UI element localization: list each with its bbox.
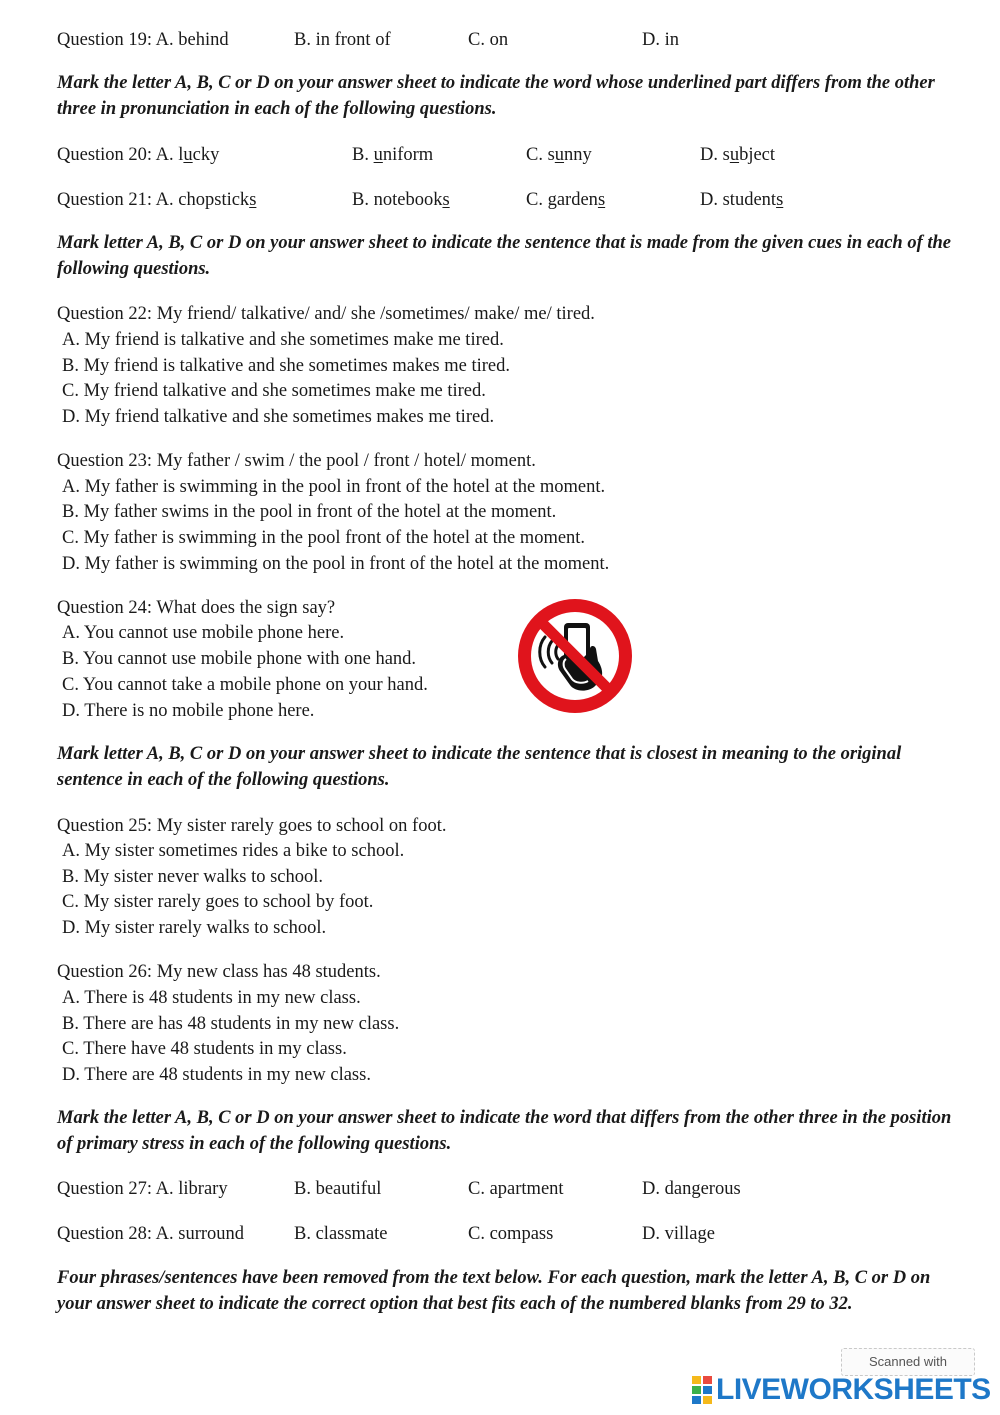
instruction-meaning: Mark letter A, B, C or D on your answer sheet to indicate the sentence that is closest in meaning to the original sentence in each of the following questions.	[57, 744, 902, 790]
q22-option-b: B. My friend is talkative and she sometimes makes me tired.	[62, 356, 511, 376]
instruction-pronunciation: Mark the letter A, B, C or D on your answer sheet to indicate the word whose underlined part differs from the other three in pronunciation in each of the following questions.	[57, 73, 935, 119]
q19-option-a: Question 19: A. behind	[57, 30, 229, 50]
q23-option-d: D. My father is swimming on the pool in front of the hotel at the moment.	[62, 554, 610, 574]
q22-stem: Question 22: My friend/ talkative/ and/ she /sometimes/ make/ me/ tired.	[57, 304, 595, 324]
q19-option-c: C. on	[468, 30, 509, 50]
q19-option-d: D. in	[642, 30, 679, 50]
q28-option-c: C. compass	[468, 1224, 554, 1244]
q21-option-b: B. notebooks	[352, 190, 450, 210]
q27-option-c: C. apartment	[468, 1179, 564, 1199]
q21-option-d: D. students	[700, 190, 784, 210]
q26-option-c: C. There have 48 students in my class.	[62, 1039, 347, 1059]
scanned-with-badge: Scanned with	[841, 1348, 975, 1376]
q20-option-c: C. sunny	[526, 145, 592, 165]
q21-option-c: C. gardens	[526, 190, 606, 210]
q24-stem: Question 24: What does the sign say?	[57, 598, 336, 618]
q25-option-b: B. My sister never walks to school.	[62, 867, 324, 887]
q24-option-a: A. You cannot use mobile phone here.	[62, 623, 345, 643]
q24-option-b: B. You cannot use mobile phone with one hand.	[62, 649, 417, 669]
q22-option-a: A. My friend is talkative and she sometimes make me tired.	[62, 330, 504, 350]
q27-option-b: B. beautiful	[294, 1179, 382, 1199]
q22-option-c: C. My friend talkative and she sometimes make me tired.	[62, 381, 486, 401]
q21-option-a: Question 21: A. chopsticks	[57, 190, 257, 210]
instruction-stress: Mark the letter A, B, C or D on your answer sheet to indicate the word that differs from the other three in the position of primary stress in each of the following questions.	[57, 1108, 952, 1154]
q20-option-b: B. uniform	[352, 145, 434, 165]
instruction-cues: Mark letter A, B, C or D on your answer sheet to indicate the sentence that is made from the given cues in each of the following questions.	[57, 233, 952, 279]
q27-option-a: Question 27: A. library	[57, 1179, 228, 1199]
q26-stem: Question 26: My new class has 48 students.	[57, 962, 381, 982]
q28-option-a: Question 28: A. surround	[57, 1224, 245, 1244]
q23-option-b: B. My father swims in the pool in front of the hotel at the moment.	[62, 502, 557, 522]
q26-option-d: D. There are 48 students in my new class.	[62, 1065, 371, 1085]
q25-option-d: D. My sister rarely walks to school.	[62, 918, 327, 938]
q27-option-d: D. dangerous	[642, 1179, 741, 1199]
liveworksheets-logo-icon	[692, 1376, 712, 1404]
q24-option-c: C. You cannot take a mobile phone on your hand.	[62, 675, 428, 695]
q28-option-b: B. classmate	[294, 1224, 388, 1244]
q19-option-b: B. in front of	[294, 30, 391, 50]
q25-stem: Question 25: My sister rarely goes to school on foot.	[57, 816, 447, 836]
q26-option-a: A. There is 48 students in my new class.	[62, 988, 361, 1008]
q23-option-c: C. My father is swimming in the pool front of the hotel at the moment.	[62, 528, 586, 548]
q20-option-d: D. subject	[700, 145, 776, 165]
q24-option-d: D. There is no mobile phone here.	[62, 701, 315, 721]
q22-option-d: D. My friend talkative and she sometimes makes me tired.	[62, 407, 495, 427]
instruction-phrases: Four phrases/sentences have been removed from the text below. For each question, mark the letter A, B, C or D on your answer sheet to indicate the correct option that best fits each of the numbered blanks from 29 to 32.	[57, 1268, 931, 1314]
q23-option-a: A. My father is swimming in the pool in front of the hotel at the moment.	[62, 477, 606, 497]
q25-option-c: C. My sister rarely goes to school by foot.	[62, 892, 374, 912]
q26-option-b: B. There are has 48 students in my new class.	[62, 1014, 400, 1034]
liveworksheets-brand[interactable]: LIVEWORKSHEETS	[716, 1373, 991, 1406]
q28-option-d: D. village	[642, 1224, 715, 1244]
q20-option-a: Question 20: A. lucky	[57, 145, 220, 165]
q23-stem: Question 23: My father / swim / the pool / front / hotel/ moment.	[57, 451, 536, 471]
q25-option-a: A. My sister sometimes rides a bike to school.	[62, 841, 405, 861]
no-mobile-phone-sign-icon	[514, 597, 636, 715]
